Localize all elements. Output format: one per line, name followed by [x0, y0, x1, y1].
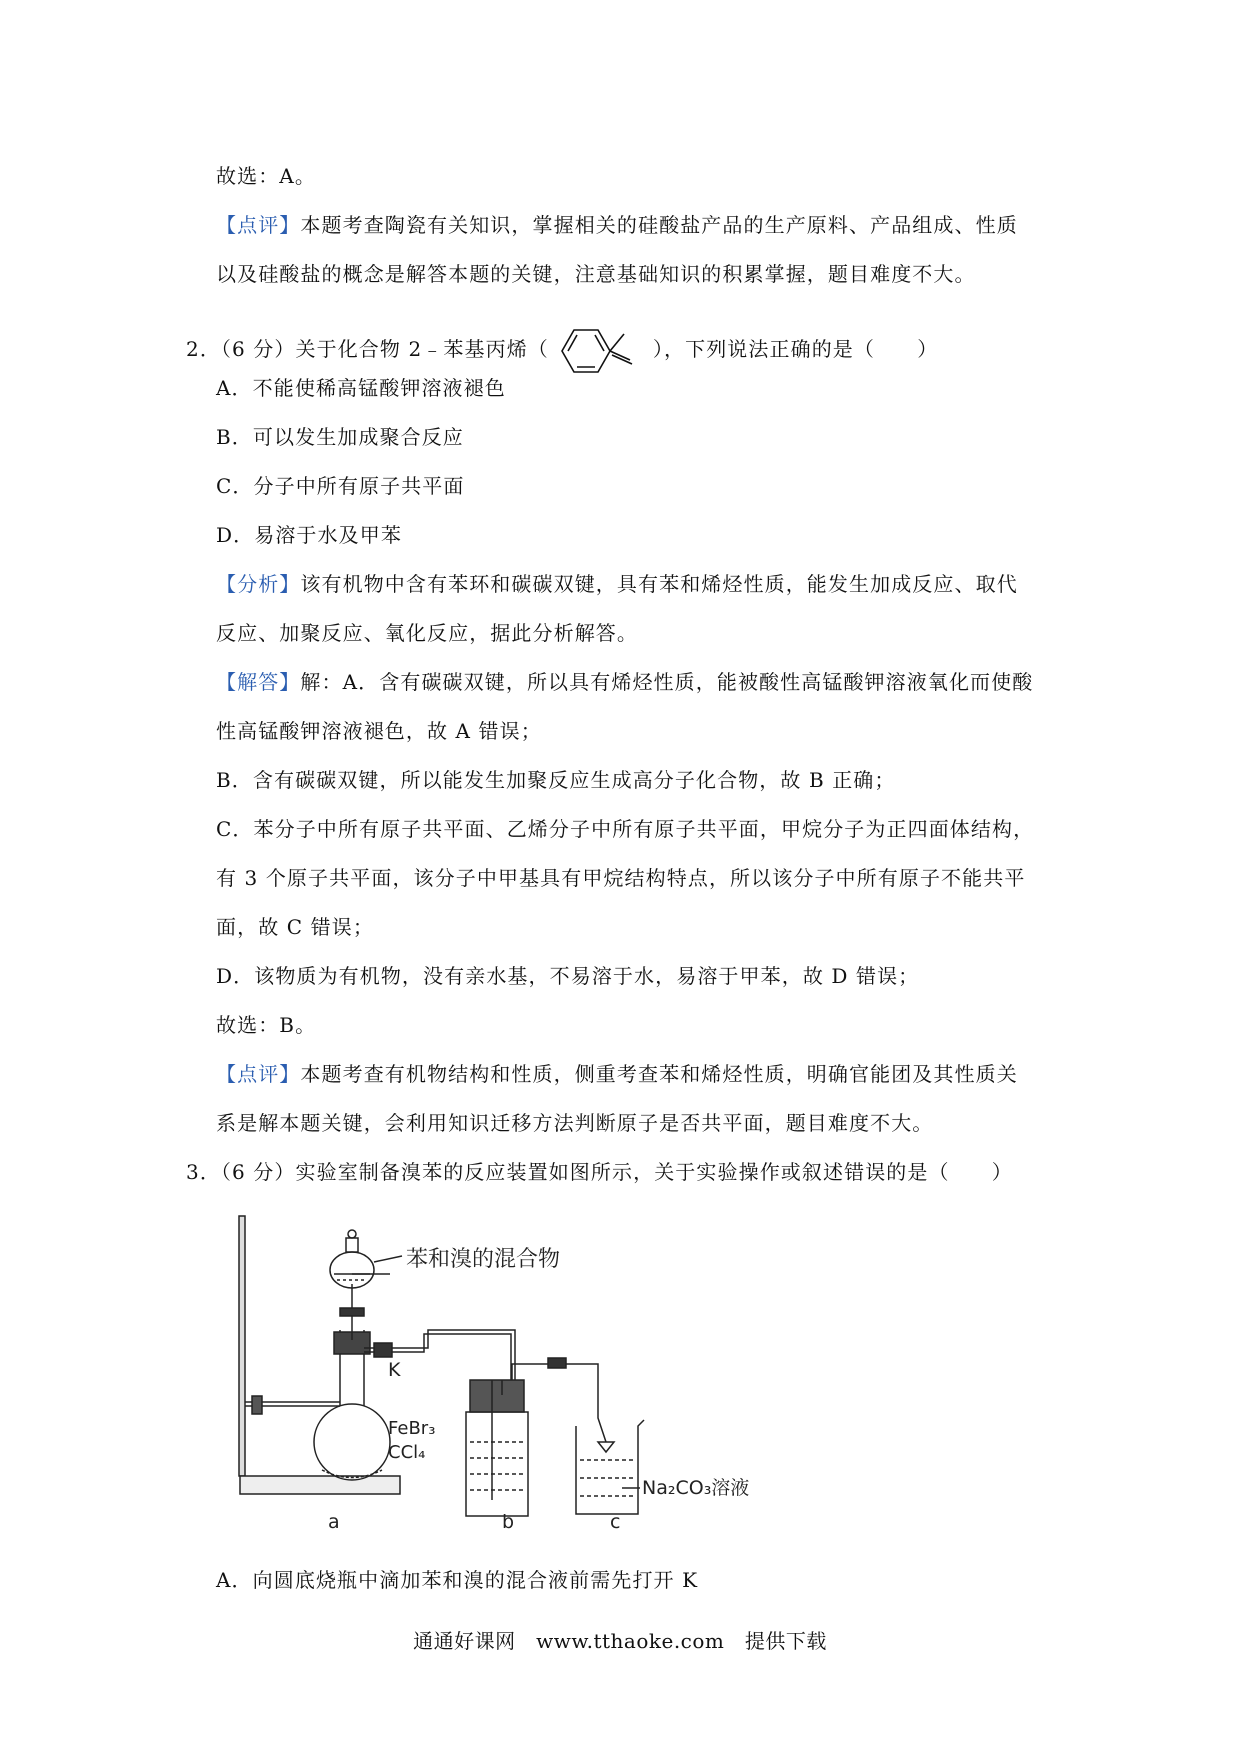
absorption-tube: [512, 1364, 606, 1442]
answer-tag: 【解答】: [216, 670, 301, 694]
answer-line6: 面，故 C 错误；: [216, 915, 374, 939]
review-tag: 【点评】: [216, 213, 301, 237]
question-2-prefix: 2．（6 分）关于化合物 2﹣苯基丙烯（: [186, 337, 549, 361]
answer-text: 解：A．含有碳碳双键，所以具有烯烃性质，能被酸性高锰酸钾溶液氧化而使酸: [300, 670, 1034, 694]
label-a: a: [328, 1511, 340, 1533]
funnel-tap: [340, 1308, 364, 1316]
answer-line7: D．该物质为有机物，没有亲水基，不易溶于水，易溶于甲苯，故 D 错误；: [216, 964, 920, 988]
separatory-funnel: [330, 1252, 374, 1288]
beaker-c: [576, 1420, 644, 1514]
mixture-label: 苯和溴的混合物: [406, 1247, 561, 1272]
review-q1-line2: 以及硅酸盐的概念是解答本题的关键，注意基础知识的积累掌握，题目难度不大。: [216, 262, 976, 286]
review-q2-line1: [216, 1061, 1018, 1087]
review-text: 本题考查有机物结构和性质，侧重考查苯和烯烃性质，明确官能团及其性质关: [300, 1062, 1018, 1086]
answer-line1: [216, 669, 1033, 695]
stand-base: [240, 1476, 400, 1494]
k-label: K: [388, 1359, 401, 1381]
bottle-stopper: [470, 1380, 524, 1412]
gas-bottle-b: [466, 1412, 528, 1516]
bromobenzene-apparatus-figure: [230, 1180, 790, 1540]
question-3-stem: 3．（6 分）实验室制备溴苯的反应装置如图所示，关于实验操作或叙述错误的是（ ）: [186, 1160, 1013, 1184]
review-text: 本题考查陶瓷有关知识，掌握相关的硅酸盐产品的生产原料、产品组成、性质: [300, 213, 1018, 237]
analysis-line1: [216, 571, 1018, 597]
review-tag: 【点评】: [216, 1062, 301, 1086]
review-q1-line1: [216, 212, 1018, 238]
review-q2-line2: 系是解本题关键，会利用知识迁移方法判断原子是否共平面，题目难度不大。: [216, 1111, 934, 1135]
label-c: c: [610, 1511, 621, 1533]
clamp-knob: [252, 1396, 262, 1414]
phenylpropene-structure-icon: [548, 320, 642, 382]
answer-line5: 有 3 个原子共平面，该分子中甲基具有甲烷结构特点，所以该分子中所有原子不能共平: [216, 866, 1026, 890]
answer-line3: B．含有碳碳双键，所以能发生加聚反应生成高分子化合物，故 B 正确；: [216, 768, 896, 792]
conclusion-q1: 故选：A。: [216, 164, 316, 188]
option-2d: D．易溶于水及甲苯: [216, 523, 402, 547]
round-bottom-flask: [314, 1404, 390, 1480]
option-2c: C．分子中所有原子共平面: [216, 474, 465, 498]
febr3-label: FeBr₃: [388, 1418, 436, 1439]
stand-rod: [239, 1216, 245, 1476]
question-2-suffix: ），下列说法正确的是（ ）: [652, 337, 939, 361]
ccl4-label: CCl₄: [388, 1442, 426, 1463]
option-2a: A．不能使稀高锰酸钾溶液褪色: [216, 376, 506, 400]
analysis-tag: 【分析】: [216, 572, 301, 596]
valve-k: [374, 1343, 392, 1357]
option-2b: B．可以发生加成聚合反应: [216, 425, 464, 449]
conclusion-q2: 故选：B。: [216, 1013, 317, 1037]
answer-line4: C．苯分子中所有原子共平面、乙烯分子中所有原子共平面，甲烷分子为正四面体结构，: [216, 817, 1035, 841]
analysis-line2: 反应、加聚反应、氧化反应，据此分析解答。: [216, 621, 638, 645]
page-footer: 通通好课网 www.tthaoke.com 提供下载: [413, 1629, 827, 1653]
option-3a: A．向圆底烧瓶中滴加苯和溴的混合液前需先打开 K: [216, 1568, 699, 1592]
answer-line2: 性高锰酸钾溶液褪色，故 A 错误；: [216, 719, 542, 743]
funnel-stopper: [346, 1238, 358, 1252]
na2co3-label: Na₂CO₃溶液: [642, 1477, 750, 1499]
analysis-text: 该有机物中含有苯环和碳碳双键，具有苯和烯烃性质，能发生加成反应、取代: [300, 572, 1018, 596]
label-b: b: [502, 1511, 515, 1533]
